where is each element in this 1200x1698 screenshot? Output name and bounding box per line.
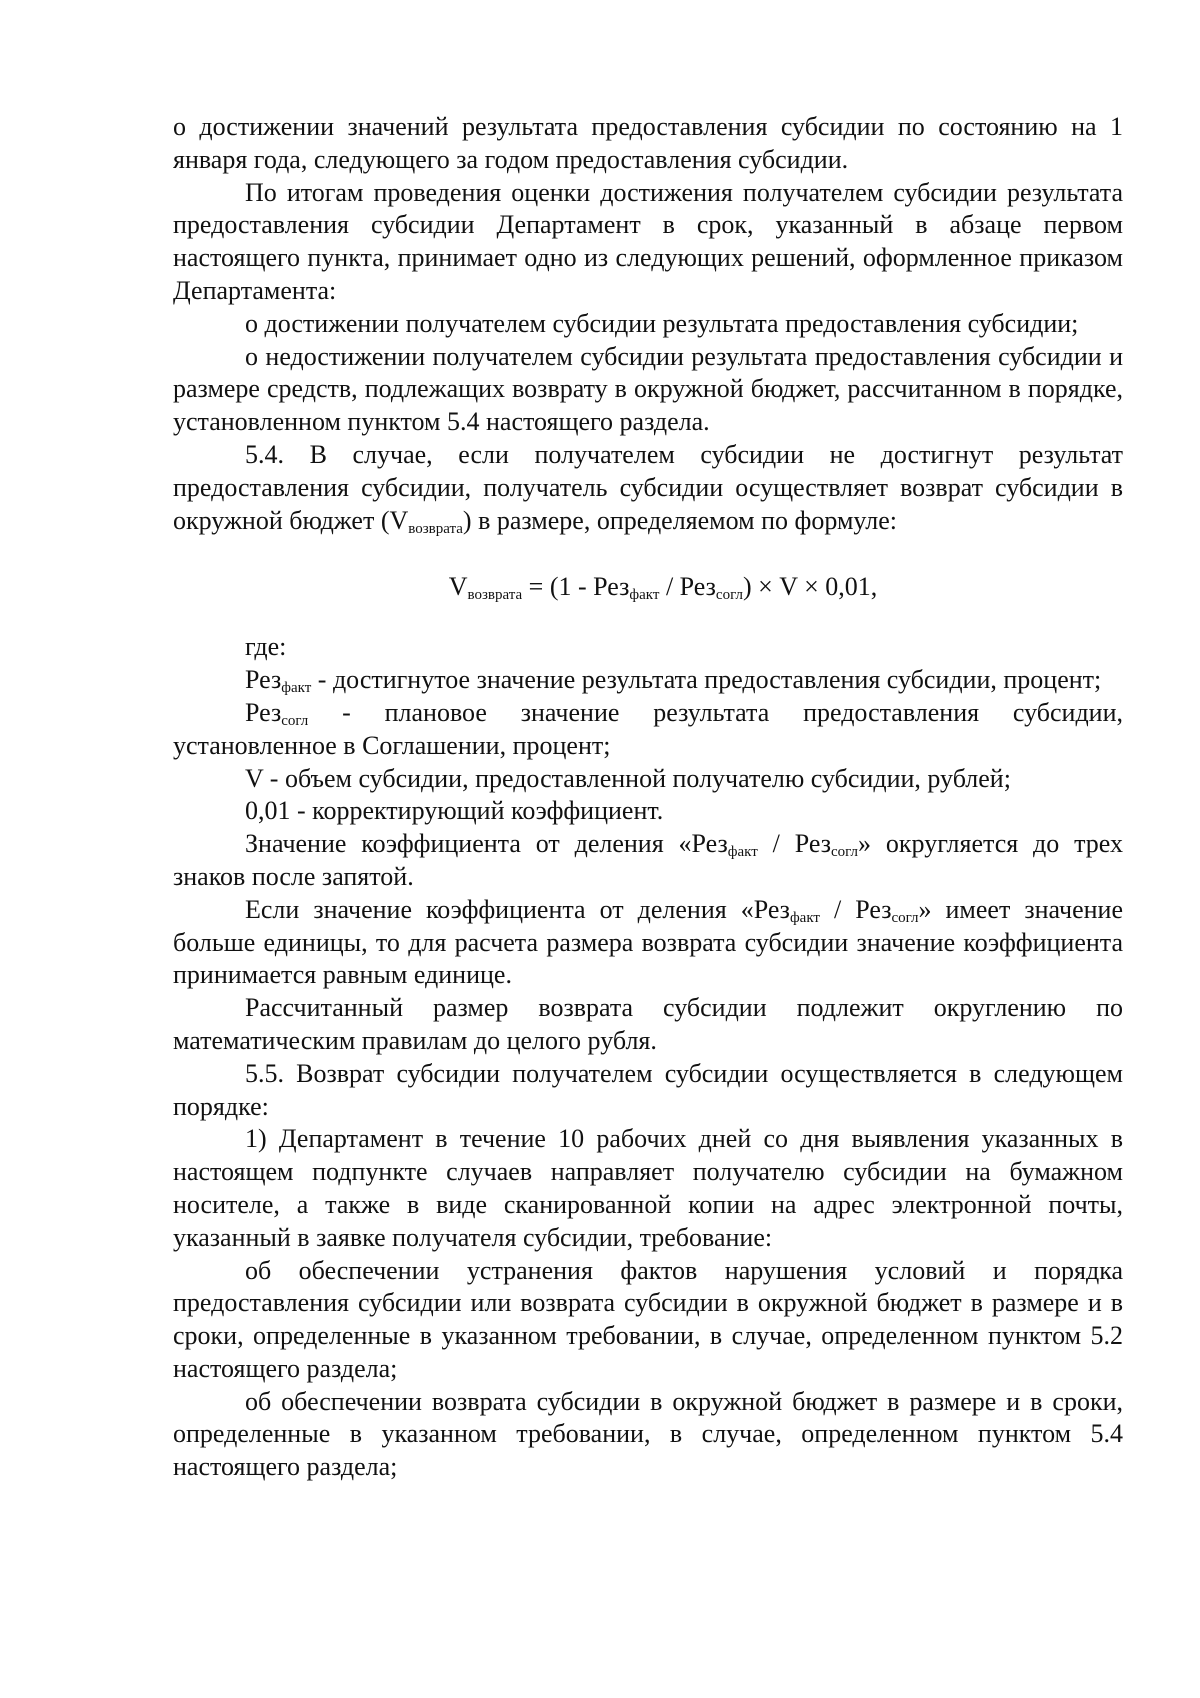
subscript: факт [727,844,758,861]
text-run: Рез [245,697,282,727]
text-run: об обеспечении устранения фактов нарушения условий и порядка предоставления субсидии или возврата субсидии в окружной бюджет в размере и в сроки, определенные в указанном требовании, в случае, определенном пунктом 5.2 настоящего раздела; [173,1255,1123,1383]
text-run: / Рез [659,572,716,602]
subscript: факт [629,587,660,604]
subscript: согл [281,712,309,729]
paragraph-p13 [173,992,1123,1058]
text-run: о достижении значений результата предоставления субсидии по состоянию на 1 января года, следующего за годом предоставления субсидии. [173,112,1123,174]
text-run: Рез [245,665,282,695]
text-run: V - объем субсидии, предоставленной получателю субсидии, рублей; [245,763,1011,793]
text-run: Значение коэффициента от деления «Рез [245,829,728,859]
paragraph-p8 [173,697,1123,763]
paragraph-p3 [173,308,1123,341]
text-run: » имеет значение больше единицы, то для расчета размера возврата субсидии значение коэффициента принимается равным единице. [173,894,1124,990]
text-run: об обеспечении возврата субсидии в окружной бюджет в размере и в сроки, определенные в указанном требовании, в случае, определенном пунктом 5.4 настоящего раздела; [173,1386,1123,1482]
paragraph-p12 [173,894,1123,992]
paragraph-p2 [173,177,1123,308]
subscript: согл [831,844,859,861]
text-run: 5.4. В случае, если получателем субсидии не достигнут результат предоставления субсидии, получатель субсидии осуществляет возврат субсидии в окружной бюджет (V [173,439,1123,535]
subscript: согл [891,909,919,926]
text-run: По итогам проведения оценки достижения получателем субсидии результата предоставления субсидии Департамент в срок, указанный в абзаце первом настоящего пункта, принимает одно из следующих решений, оформленное приказом Департамента: [173,177,1123,305]
subscript: возврата [408,520,463,537]
paragraph-p4 [173,341,1123,439]
paragraph-p5 [173,439,1123,537]
text-run: 1) Департамент в течение 10 рабочих дней со дня выявления указанных в настоящем подпункте случаев направляет получателю субсидии на бумажном носителе, а также в виде сканированной копии на адрес электронной почты, указанный в заявке получателя субсидии, требование: [173,1124,1123,1252]
subscript: факт [789,909,820,926]
text-run: / Рез [757,829,831,859]
text-run: ) × V × 0,01, [742,572,878,602]
subscript: факт [281,680,312,697]
paragraph-p6 [173,631,1123,664]
text-run: = (1 - Рез [522,572,630,602]
paragraph-p15 [173,1123,1123,1254]
subscript: согл [715,587,743,604]
text-run: где: [245,632,287,662]
paragraph-p7 [173,664,1123,697]
paragraph-p9 [173,763,1123,796]
text-run: » округляется до трех знаков после запятой. [173,829,1124,891]
text-run: Рассчитанный размер возврата субсидии подлежит округлению по математическим правилам до целого рубля. [173,993,1123,1055]
text-run: - достигнутое значение результата предоставления субсидии, процент; [311,665,1102,695]
document-body-top [173,111,1123,537]
text-run: - плановое значение результата предоставления субсидии, установленное в Соглашении, процент; [173,697,1123,760]
paragraph-p17 [173,1386,1123,1484]
text-run: ) в размере, определяемом по формуле: [462,505,898,535]
formula [173,571,1123,603]
text-run: / Рез [819,894,892,924]
paragraph-p11 [173,828,1123,894]
paragraph-p16 [173,1255,1123,1386]
document-body-bottom [173,631,1123,1484]
text-run: V [448,572,468,602]
text-run: 0,01 - корректирующий коэффициент. [245,796,664,826]
text-run: Если значение коэффициента от деления «Рез [245,894,790,924]
paragraph-p1 [173,111,1123,177]
text-run: о достижении получателем субсидии результата предоставления субсидии; [245,308,1079,338]
text-run: о недостижении получателем субсидии результата предоставления субсидии и размере средств, подлежащих возврату в окружной бюджет, рассчитанном в порядке, установленном пунктом 5.4 настоящего раздела. [173,341,1123,437]
paragraph-p14 [173,1058,1123,1124]
subscript: возврата [467,587,523,604]
text-run: 5.5. Возврат субсидии получателем субсидии осуществляется в следующем порядке: [173,1058,1123,1121]
paragraph-p10 [173,795,1123,828]
